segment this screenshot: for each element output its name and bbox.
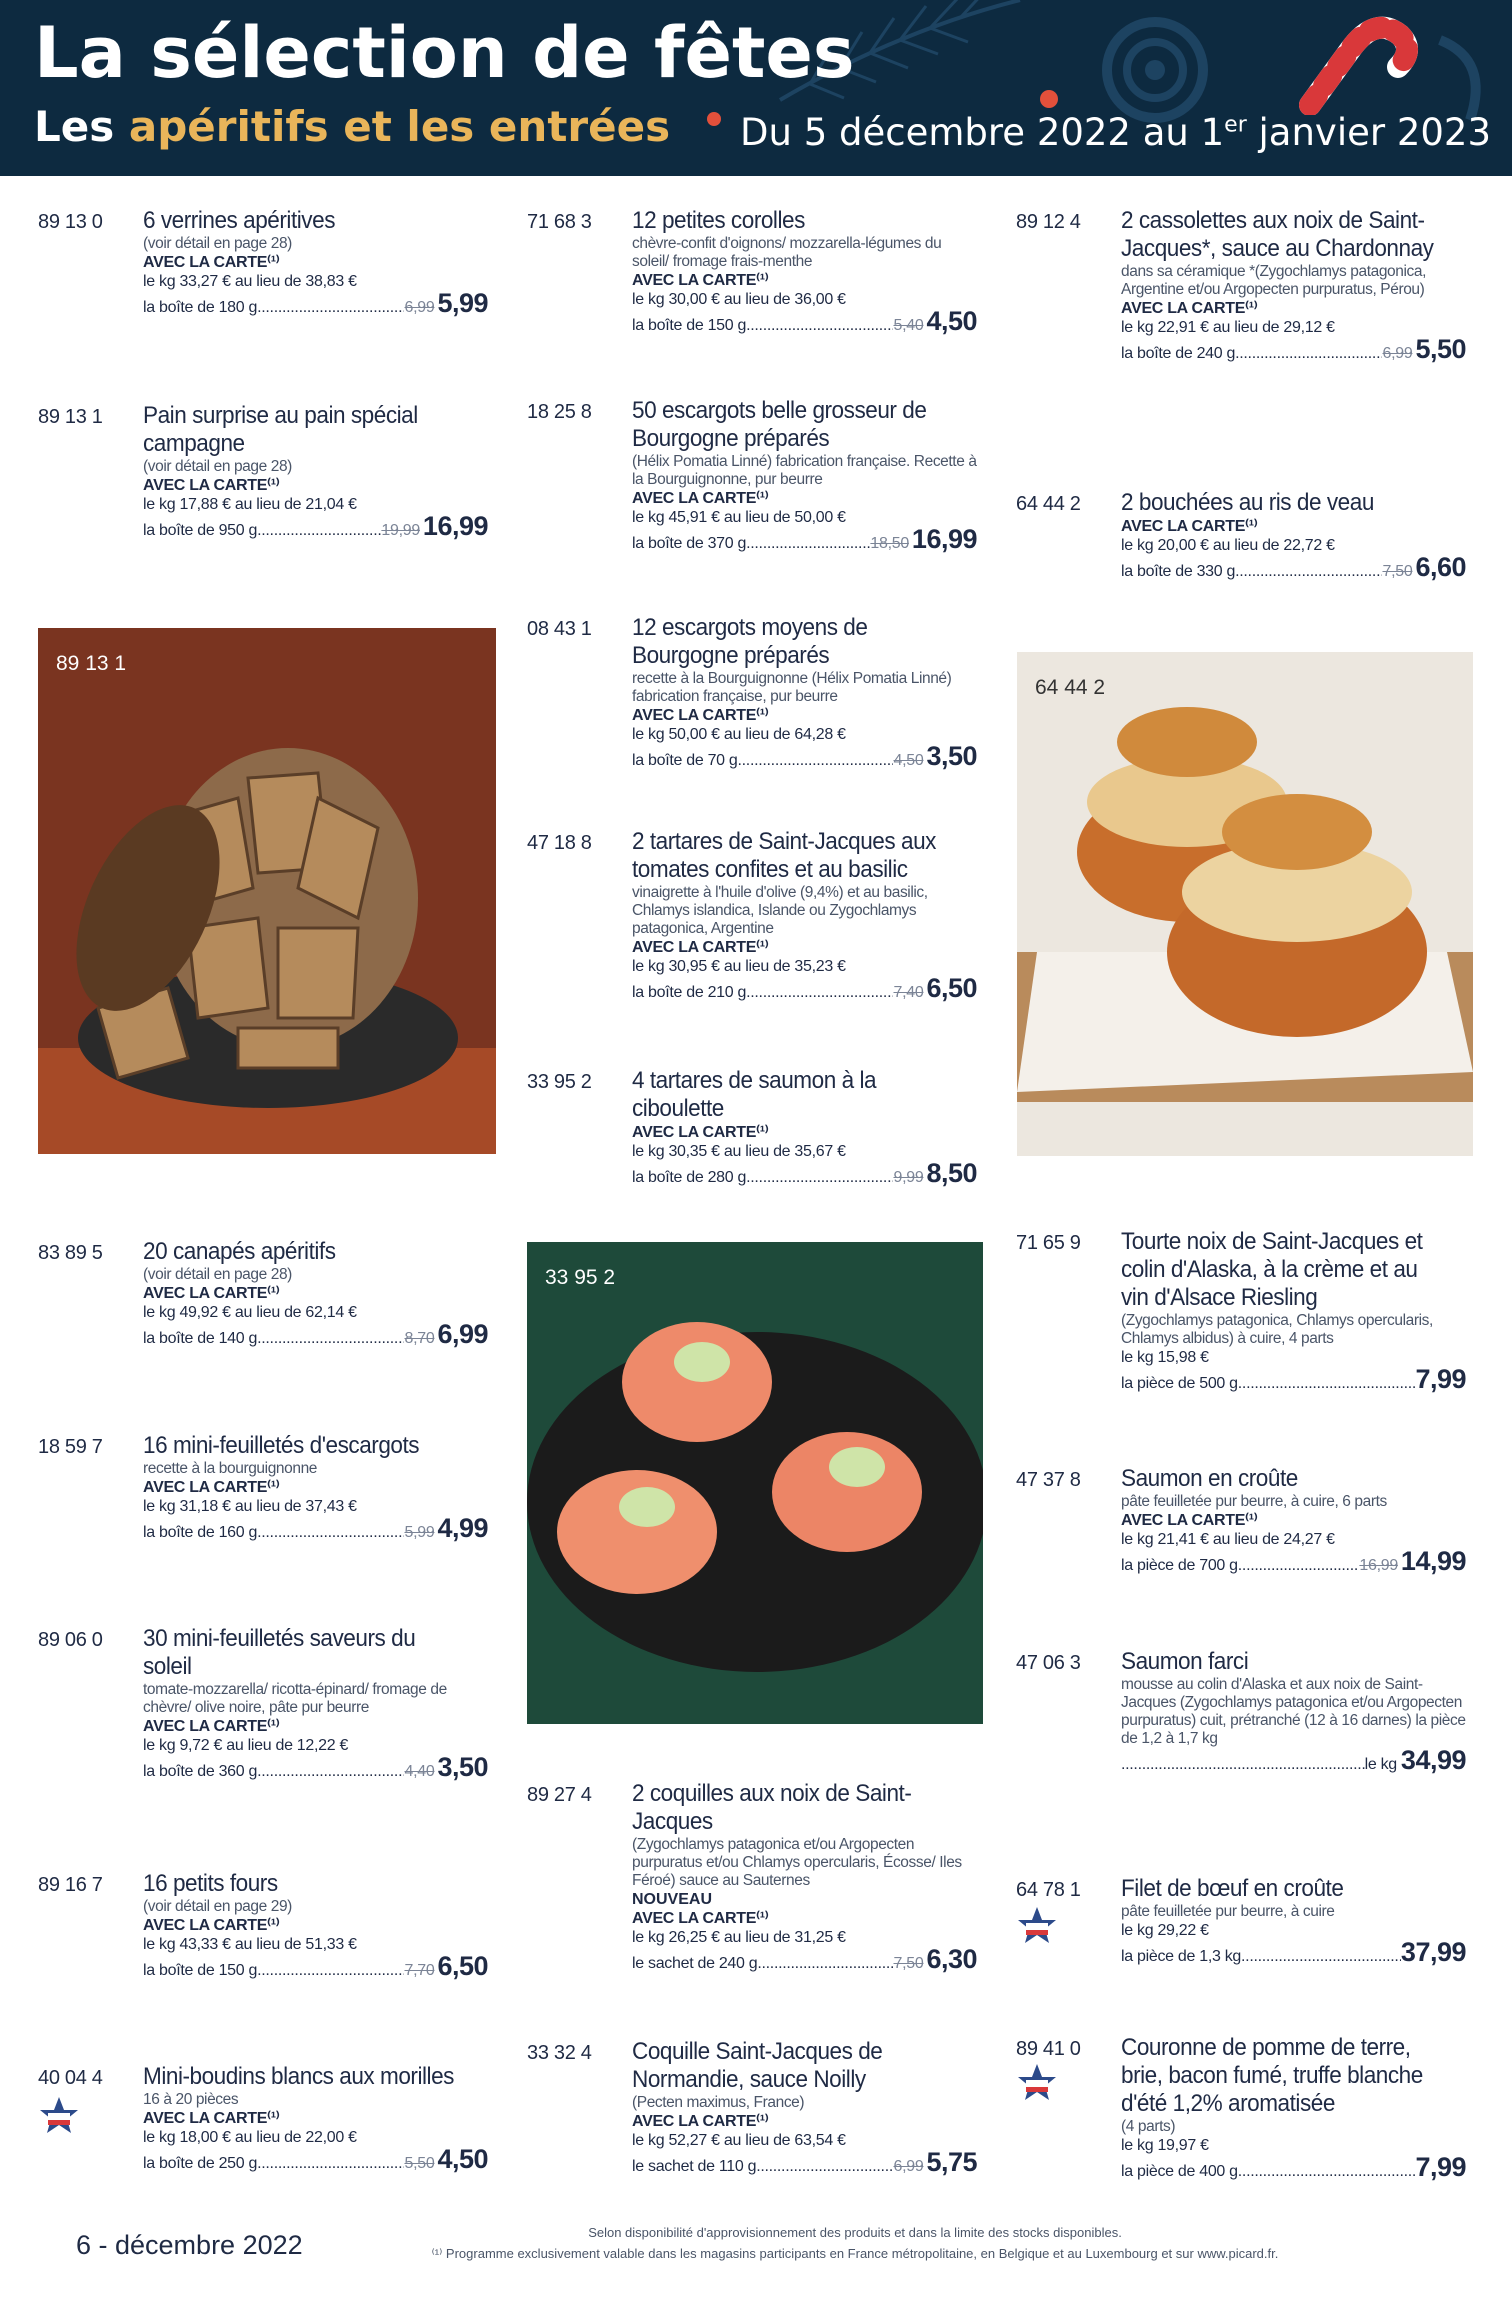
footnote [355, 2222, 1355, 2264]
price: 5,99 [437, 288, 488, 318]
product-code: 71 68 3 [527, 211, 592, 233]
product-info [143, 1870, 488, 1983]
product-description: (voir détail en page 29) [143, 1898, 292, 1915]
unit-size: la boîte de 360 g [143, 1763, 258, 1780]
leader-dots [1241, 1945, 1401, 1969]
old-price: 7,40 [893, 984, 924, 1001]
loyalty-card-label: AVEC LA CARTE⁽¹⁾ [143, 254, 280, 271]
page-header [0, 0, 1512, 176]
loyalty-card-label: AVEC LA CARTE⁽¹⁾ [632, 1124, 769, 1141]
old-price: 18,50 [870, 535, 909, 552]
loyalty-card-label: AVEC LA CARTE⁽¹⁾ [632, 490, 769, 507]
tartare-saumon-photo-icon [527, 1242, 983, 1724]
old-price: 19,99 [381, 522, 420, 539]
product-name: 16 mini-feuilletés d'escargots [143, 1432, 420, 1459]
old-price: 7,50 [893, 1955, 924, 1972]
product-description: chèvre-confit d'oignons/ mozzarella-légumes du soleil/ fromage frais-menthe [632, 235, 942, 270]
product-name: Filet de bœuf en croûte [1121, 1875, 1344, 1902]
old-price: 6,99 [404, 299, 435, 316]
price-row [143, 1951, 488, 1983]
price-per-kg: le kg 26,25 € au lieu de 31,25 € [632, 1929, 846, 1946]
leader-dots [257, 519, 381, 543]
leader-dots [757, 1952, 893, 1976]
price: 7,99 [1415, 2152, 1466, 2182]
product-name: Saumon farci [1121, 1648, 1249, 1675]
leader-dots [1238, 1554, 1360, 1578]
loyalty-card-label: AVEC LA CARTE⁽¹⁾ [1121, 300, 1258, 317]
price-per-kg: le kg 43,33 € au lieu de 51,33 € [143, 1936, 357, 1953]
leader-dots [746, 1166, 893, 1190]
old-price: 9,99 [893, 1169, 924, 1186]
product-info [143, 402, 488, 543]
france-flag-badge-icon [1016, 2062, 1058, 2104]
product-info [632, 1067, 977, 1190]
price: 14,99 [1400, 1546, 1466, 1576]
product-description: recette à la Bourguignonne (Hélix Pomatia Linné) fabrication française, pur beurre [632, 670, 952, 705]
product-code: 47 06 3 [1016, 1652, 1081, 1674]
loyalty-card-label: AVEC LA CARTE⁽¹⁾ [143, 2110, 280, 2127]
loyalty-card-label: AVEC LA CARTE⁽¹⁾ [1121, 1512, 1258, 1529]
price: 4,50 [926, 306, 977, 336]
price: 5,75 [926, 2147, 977, 2177]
product-code: 33 32 4 [527, 2042, 592, 2064]
price-per-kg: le kg 33,27 € au lieu de 38,83 € [143, 273, 357, 290]
product-code: 40 04 4 [38, 2067, 103, 2089]
loyalty-card-label: AVEC LA CARTE⁽¹⁾ [632, 272, 769, 289]
product-code: 89 13 1 [38, 406, 103, 428]
price-per-kg: le kg 31,18 € au lieu de 37,43 € [143, 1498, 357, 1515]
loyalty-card-label: AVEC LA CARTE⁽¹⁾ [143, 1718, 280, 1735]
leader-dots [746, 532, 870, 556]
price-per-kg: le kg 20,00 € au lieu de 22,72 € [1121, 537, 1335, 554]
product-info [1121, 2034, 1466, 2184]
loyalty-card-label: AVEC LA CARTE⁽¹⁾ [143, 1917, 280, 1934]
leader-dots [257, 1521, 404, 1545]
price: 5,50 [1415, 334, 1466, 364]
old-price: 6,99 [893, 2158, 924, 2175]
accent-dot-icon [707, 112, 721, 126]
subtitle-part1: Les [34, 102, 115, 151]
loyalty-card-label: AVEC LA CARTE⁽¹⁾ [143, 1479, 280, 1496]
unit-size: le sachet de 110 g [632, 2158, 757, 2175]
product-description: (voir détail en page 28) [143, 458, 292, 475]
unit-size: la pièce de 400 g [1121, 2163, 1238, 2180]
page-subtitle [34, 102, 671, 151]
price-per-kg: le kg 49,92 € au lieu de 62,14 € [143, 1304, 357, 1321]
product-code: 89 27 4 [527, 1784, 592, 1806]
product-code: 89 16 7 [38, 1874, 103, 1896]
product-code: 18 25 8 [527, 401, 592, 423]
product-name: 6 verrines apéritives [143, 207, 336, 234]
price-row [1121, 1364, 1466, 1396]
product-info [1121, 207, 1466, 366]
product-name: 2 tartares de Saint-Jacques aux tomates confites et au basilic [632, 828, 936, 883]
price-per-kg: le kg 17,88 € au lieu de 21,04 € [143, 496, 357, 513]
old-price: 7,50 [1382, 563, 1413, 580]
price: 4,50 [437, 2144, 488, 2174]
photo-code: 33 95 2 [545, 1266, 616, 1289]
unit-size: la boîte de 210 g [632, 984, 747, 1001]
old-price: 7,70 [404, 1962, 435, 1979]
product-description: pâte feuilletée pur beurre, à cuire [1121, 1903, 1335, 1920]
product-info [632, 1780, 977, 1976]
price-per-kg: le kg 18,00 € au lieu de 22,00 € [143, 2129, 357, 2146]
loyalty-card-label: AVEC LA CARTE⁽¹⁾ [143, 477, 280, 494]
product-description: 16 à 20 pièces [143, 2091, 239, 2108]
product-info [1121, 1228, 1466, 1396]
unit-size: la boîte de 250 g [143, 2155, 258, 2172]
product-description: (voir détail en page 28) [143, 1266, 292, 1283]
subtitle-part2: apéritifs et les entrées [128, 102, 671, 151]
loyalty-card-label: AVEC LA CARTE⁽¹⁾ [1121, 518, 1258, 535]
product-info [1121, 489, 1466, 584]
product-name: 4 tartares de saumon à la ciboulette [632, 1067, 877, 1122]
price-per-kg: le kg 30,95 € au lieu de 35,23 € [632, 958, 846, 975]
product-code: 47 18 8 [527, 832, 592, 854]
product-name: Coquille Saint-Jacques de Normandie, sauce Noilly [632, 2038, 883, 2093]
price-row [1121, 2152, 1466, 2184]
product-name: 2 cassolettes aux noix de Saint-Jacques*, sauce au Chardonnay [1121, 207, 1434, 262]
price: 3,50 [926, 741, 977, 771]
product-name: 30 mini-feuilletés saveurs du soleil [143, 1625, 416, 1680]
bouchees-photo-icon [1017, 652, 1473, 1156]
product-description: (Zygochlamys patagonica, Chlamys opercularis, Chlamys albidus) à cuire, 4 parts [1121, 1312, 1433, 1347]
product-name: 12 petites corolles [632, 207, 805, 234]
leader-dots [257, 296, 404, 320]
unit-size: la pièce de 1,3 kg [1121, 1948, 1242, 1965]
unit-size: la boîte de 240 g [1121, 345, 1236, 362]
price: 4,99 [437, 1513, 488, 1543]
price-per-kg: le kg 52,27 € au lieu de 63,54 € [632, 2132, 846, 2149]
product-name: Mini-boudins blancs aux morilles [143, 2063, 454, 2090]
product-photo [38, 628, 496, 1154]
price: 6,50 [926, 973, 977, 1003]
france-flag-badge-icon [1016, 1905, 1058, 1947]
product-code: 89 41 0 [1016, 2038, 1081, 2060]
price: 16,99 [422, 511, 488, 541]
pain-surprise-photo-icon [38, 628, 496, 1154]
product-code: 33 95 2 [527, 1071, 592, 1093]
price-row [1121, 334, 1466, 366]
product-code: 89 13 0 [38, 211, 103, 233]
leader-dots [1121, 1753, 1365, 1777]
product-description: (4 parts) [1121, 2118, 1176, 2135]
price: 6,50 [437, 1951, 488, 1981]
product-info [632, 2038, 977, 2179]
price-row [143, 1752, 488, 1784]
unit-size: la boîte de 180 g [143, 299, 258, 316]
product-description: (Zygochlamys patagonica et/ou Argopecten purpuratus et/ou Chlamys opercularis, Écosse/ Iles Féroé) sauce au Sauternes [632, 1836, 962, 1889]
price: 6,60 [1415, 552, 1466, 582]
product-code: 89 12 4 [1016, 211, 1081, 233]
loyalty-card-label: AVEC LA CARTE⁽¹⁾ [632, 707, 769, 724]
price-per-kg: le kg 45,91 € au lieu de 50,00 € [632, 509, 846, 526]
old-price: 8,70 [404, 1330, 435, 1347]
unit-size: la boîte de 330 g [1121, 563, 1236, 580]
unit-size: la pièce de 500 g [1121, 1375, 1238, 1392]
leader-dots [257, 1959, 404, 1983]
leader-dots [257, 1760, 404, 1784]
product-code: 08 43 1 [527, 618, 592, 640]
product-name: Saumon en croûte [1121, 1465, 1298, 1492]
price: 37,99 [1400, 1937, 1466, 1967]
leader-dots [257, 2152, 404, 2176]
unit-size: la boîte de 280 g [632, 1169, 747, 1186]
product-info [143, 1432, 488, 1545]
leader-dots [756, 2155, 893, 2179]
unit-size: la boîte de 950 g [143, 522, 258, 539]
product-info [1121, 1465, 1466, 1578]
product-name: Pain surprise au pain spécial campagne [143, 402, 418, 457]
product-description: vinaigrette à l'huile d'olive (9,4%) et au basilic, Chlamys islandica, Islande ou Zygochlamys patagonica, Argentine [632, 884, 928, 937]
product-info [143, 1238, 488, 1351]
unit-size: la boîte de 160 g [143, 1524, 258, 1541]
product-name: Tourte noix de Saint-Jacques et colin d'Alaska, à la crème et au vin d'Alsace Riesling [1121, 1228, 1423, 1311]
loyalty-card-label: AVEC LA CARTE⁽¹⁾ [632, 939, 769, 956]
price: 16,99 [911, 524, 977, 554]
product-info [143, 1625, 488, 1784]
price-row [632, 2147, 977, 2179]
product-code: 47 37 8 [1016, 1469, 1081, 1491]
product-name: 50 escargots belle grosseur de Bourgogne préparés [632, 397, 927, 452]
product-info [1121, 1648, 1466, 1777]
product-name: 12 escargots moyens de Bourgogne préparés [632, 614, 868, 669]
unit-size: la boîte de 370 g [632, 535, 747, 552]
unit-size: la boîte de 70 g [632, 752, 738, 769]
price-row [632, 741, 977, 773]
price-row [143, 2144, 488, 2176]
price-per-kg: le kg 22,91 € au lieu de 29,12 € [1121, 319, 1335, 336]
price: 8,50 [926, 1158, 977, 1188]
price-per-kg: le kg 19,97 € [1121, 2137, 1209, 2154]
price-row [143, 511, 488, 543]
date-range: Du 5 décembre 2022 au 1er janvier 2023 [740, 111, 1492, 154]
product-name: 20 canapés apéritifs [143, 1238, 336, 1265]
unit-size: le sachet de 240 g [632, 1955, 758, 1972]
old-price: 4,50 [893, 752, 924, 769]
product-info [143, 2063, 488, 2176]
price-row [1121, 552, 1466, 584]
old-price: 6,99 [1382, 345, 1413, 362]
old-price: 5,50 [404, 2155, 435, 2172]
product-name: Couronne de pomme de terre, brie, bacon fumé, truffe blanche d'été 1,2% aromatisée [1121, 2034, 1423, 2117]
price-row [143, 1513, 488, 1545]
unit-size: la boîte de 140 g [143, 1330, 258, 1347]
product-description: (Pecten maximus, France) [632, 2094, 805, 2111]
old-price: 16,99 [1359, 1557, 1398, 1574]
footnote-line-1: Selon disponibilité d'approvisionnement des produits et dans la limite des stocks disponibles. [588, 2225, 1122, 2240]
product-photo [527, 1242, 983, 1724]
product-code: 89 06 0 [38, 1629, 103, 1651]
product-code: 83 89 5 [38, 1242, 103, 1264]
leader-dots [1235, 342, 1382, 366]
product-info [1121, 1875, 1466, 1969]
unit-size: la boîte de 150 g [632, 317, 747, 334]
product-name: 16 petits fours [143, 1870, 278, 1897]
price-row [632, 1158, 977, 1190]
leader-dots [1238, 2160, 1416, 2184]
price-row [1121, 1745, 1466, 1777]
price-per-kg: le kg 50,00 € au lieu de 64,28 € [632, 726, 846, 743]
leader-dots [738, 749, 894, 773]
product-description: tomate-mozzarella/ ricotta-épinard/ fromage de chèvre/ olive noire, pâte pur beurre [143, 1681, 447, 1716]
loyalty-card-label: AVEC LA CARTE⁽¹⁾ [632, 2113, 769, 2130]
product-description: pâte feuilletée pur beurre, à cuire, 6 parts [1121, 1493, 1387, 1510]
price-row [632, 306, 977, 338]
product-photo [1017, 652, 1473, 1156]
unit-size: la boîte de 150 g [143, 1962, 258, 1979]
product-name: 2 coquilles aux noix de Saint-Jacques [632, 1780, 912, 1835]
product-code: 64 44 2 [1016, 493, 1081, 515]
price-per-kg: le kg 21,41 € au lieu de 24,27 € [1121, 1531, 1335, 1548]
price: 34,99 [1400, 1745, 1466, 1775]
price: 6,30 [926, 1944, 977, 1974]
product-description: (Hélix Pomatia Linné) fabrication française. Recette à la Bourguignonne, pur beurre [632, 453, 977, 488]
leader-dots [1235, 560, 1382, 584]
price-row [143, 1319, 488, 1351]
loyalty-card-label: AVEC LA CARTE⁽¹⁾ [632, 1910, 769, 1927]
leader-dots [1238, 1372, 1416, 1396]
price-per-kg: le kg 9,72 € au lieu de 12,22 € [143, 1737, 349, 1754]
price-row [632, 524, 977, 556]
page-title: La sélection de fêtes [34, 12, 855, 94]
price-row [1121, 1546, 1466, 1578]
price-row [632, 973, 977, 1005]
product-description: (voir détail en page 28) [143, 235, 292, 252]
product-info [632, 828, 977, 1005]
red-dot-icon [1040, 90, 1058, 108]
candy-cane-icon [1290, 5, 1420, 115]
new-badge: NOUVEAU [632, 1891, 713, 1908]
price-row [1121, 1937, 1466, 1969]
price-per-kg: le kg 15,98 € [1121, 1349, 1209, 1366]
france-flag-badge-icon [38, 2095, 80, 2137]
product-code: 18 59 7 [38, 1436, 103, 1458]
product-info [143, 207, 488, 320]
price-prefix: le kg [1364, 1756, 1397, 1773]
product-info [632, 207, 977, 338]
photo-code: 64 44 2 [1035, 676, 1106, 699]
footnote-line-2: ⁽¹⁾ Programme exclusivement valable dans les magasins participants en France métropolitaine, en Belgique et au Luxembourg et sur www.picard.fr. [431, 2246, 1279, 2261]
price-row [143, 288, 488, 320]
price-per-kg: le kg 30,35 € au lieu de 35,67 € [632, 1143, 846, 1160]
page-number: 6 - décembre 2022 [76, 2230, 303, 2260]
loyalty-card-label: AVEC LA CARTE⁽¹⁾ [143, 1285, 280, 1302]
product-description: dans sa céramique *(Zygochlamys patagonica, Argentine et/ou Argopecten purpuratus, Pérou) [1121, 263, 1427, 298]
product-description: mousse au colin d'Alaska et aux noix de Saint-Jacques (Zygochlamys patagonica et/ou Argopecten purpuratus) cuit, prétranché (12 à 16 darnes) la pièce de 1,2 à 1,7 kg [1121, 1676, 1466, 1747]
price-per-kg: le kg 30,00 € au lieu de 36,00 € [632, 291, 846, 308]
photo-code: 89 13 1 [56, 652, 127, 675]
leader-dots [746, 314, 893, 338]
old-price: 5,99 [404, 1524, 435, 1541]
old-price: 5,40 [893, 317, 924, 334]
product-code: 71 65 9 [1016, 1232, 1081, 1254]
product-code: 64 78 1 [1016, 1879, 1081, 1901]
product-info [632, 397, 977, 556]
unit-size: la pièce de 700 g [1121, 1557, 1238, 1574]
leader-dots [746, 981, 893, 1005]
price: 7,99 [1415, 1364, 1466, 1394]
leader-dots [257, 1327, 404, 1351]
price-row [632, 1944, 977, 1976]
product-name: 2 bouchées au ris de veau [1121, 489, 1374, 516]
product-info [632, 614, 977, 773]
price-per-kg: le kg 29,22 € [1121, 1922, 1209, 1939]
old-price: 4,40 [404, 1763, 435, 1780]
product-description: recette à la bourguignonne [143, 1460, 318, 1477]
price: 6,99 [437, 1319, 488, 1349]
price: 3,50 [437, 1752, 488, 1782]
